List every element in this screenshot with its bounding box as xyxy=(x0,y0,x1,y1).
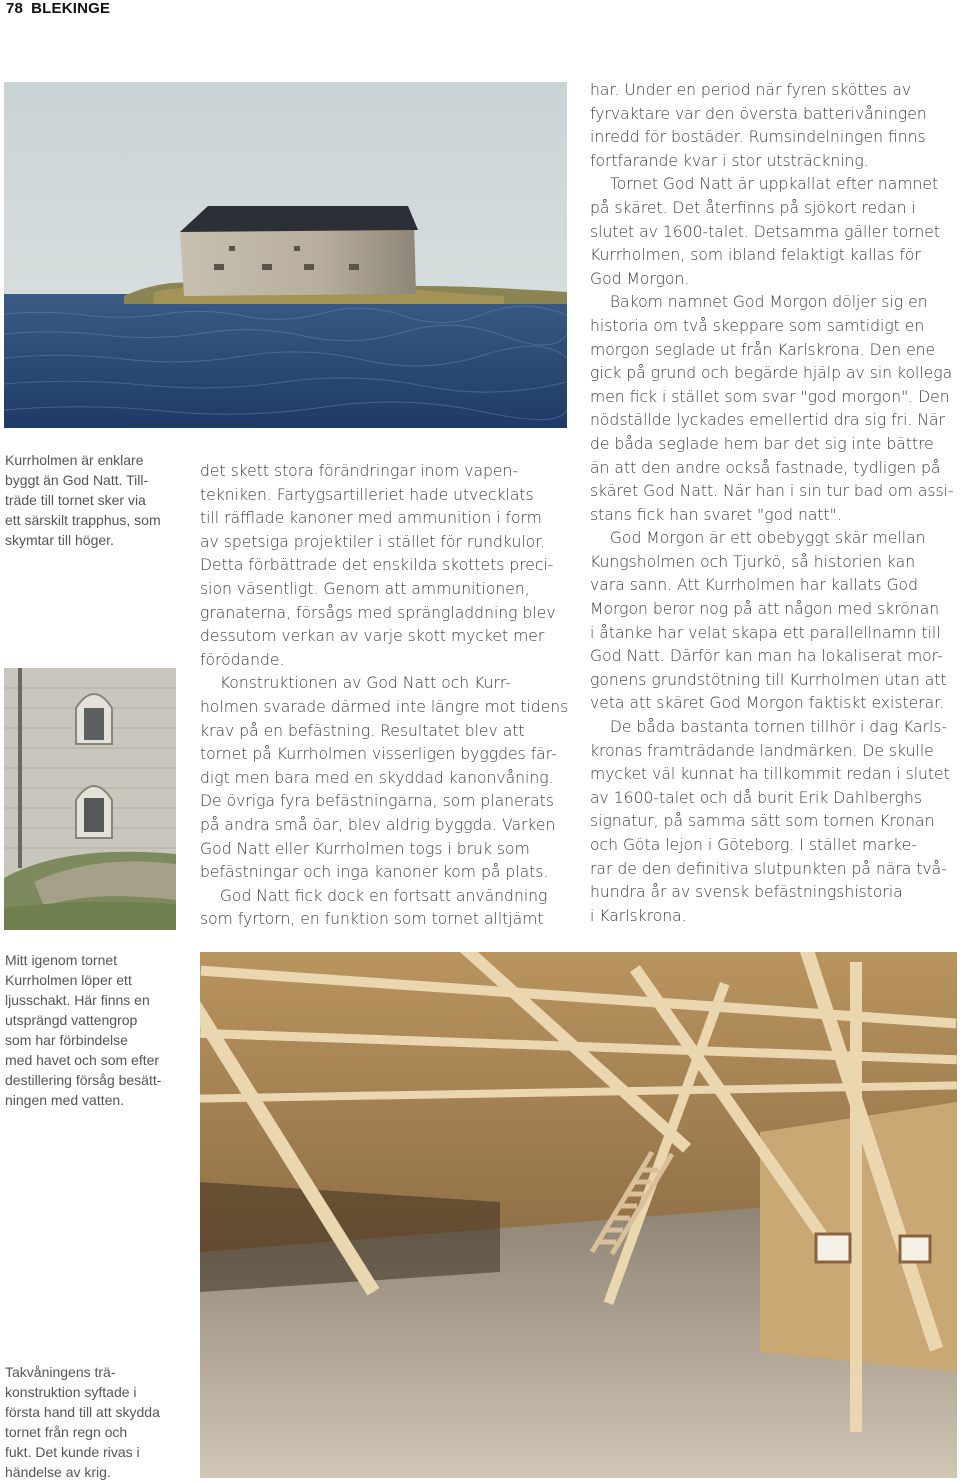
text-line: krav på en befästning. Resultatet blev att xyxy=(200,721,525,740)
caption-line: ljusschakt. Här finns en xyxy=(5,992,150,1008)
text-line: kronas framträdande landmärken. De skulle xyxy=(590,741,934,760)
text-line: tornet på Kurrholmen visserligen byggdes fär- xyxy=(200,745,557,764)
caption-light-shaft xyxy=(5,950,195,1110)
text-line: Morgon beror nog på att någon med skrönan xyxy=(590,600,940,619)
caption-line: med havet och som efter xyxy=(5,1052,160,1068)
text-line: morgon seglade ut från Karlskrona. Den ene xyxy=(590,340,936,359)
text-line: på andra små öar, blev aldrig byggda. Varken xyxy=(200,815,556,834)
text-line: De övriga fyra befästningarna, som planerats xyxy=(200,792,554,811)
fortress-photo xyxy=(4,82,567,428)
page-header xyxy=(6,0,110,17)
text-line: holmen svarade därmed inte längre mot tidens xyxy=(200,697,569,716)
text-line: i åtanke har velat skapa ett parallellnamn till xyxy=(590,623,941,642)
caption-line: första hand till att skydda xyxy=(5,1404,160,1420)
text-line: Bakom namnet God Morgon döljer sig en xyxy=(590,293,928,312)
caption-line: byggt än God Natt. Till- xyxy=(5,472,149,488)
text-line: fyrvaktare var den översta batterivåningen xyxy=(590,104,927,123)
caption-line: ett särskilt trapphus, som xyxy=(5,512,161,528)
text-line: mycket väl kunnat ha tillkommit redan i slutet xyxy=(590,765,950,784)
text-line: men fick i stället som svar "god morgon". Den xyxy=(590,387,950,406)
text-line: de båda seglade hem bar det sig inte bättre xyxy=(590,434,934,453)
text-line: God Natt. Därför kan man ha lokaliserat mor- xyxy=(590,647,943,666)
text-line: Kurrholmen, som ibland felaktigt kallas för xyxy=(590,246,921,265)
caption-line: Kurrholmen löper ett xyxy=(5,972,132,988)
text-line: i Karlskrona. xyxy=(590,906,687,925)
text-line: De båda bastanta tornen tillhör i dag Karls- xyxy=(590,718,948,737)
timber-roof-photo xyxy=(200,952,957,1478)
text-line: Tornet God Natt är uppkallat efter namnet xyxy=(590,175,939,194)
text-line: skäret God Natt. När han i sin tur bad om assi- xyxy=(590,482,954,501)
caption-line: konstruktion syftade i xyxy=(5,1384,137,1400)
text-line: hundra år av svensk befästningshistoria xyxy=(590,883,903,902)
text-line: till räfflade kanoner med ammunition i form xyxy=(200,509,542,528)
text-line: befästningar och inga kanoner kom på plats. xyxy=(200,863,549,882)
text-line: historia om två skeppare som samtidigt en xyxy=(590,316,925,335)
caption-line: ningen med vatten. xyxy=(5,1092,125,1108)
text-line: tekniken. Fartygsartilleriet hade utvecklats xyxy=(200,485,534,504)
body-column-right xyxy=(590,79,956,928)
text-line: har. Under en period när fyren sköttes av xyxy=(590,81,912,99)
text-line: av spetsiga projektiler i stället för rundkulor. xyxy=(200,532,546,551)
text-line: gick på grund och begärde hjälp av sin kollega xyxy=(590,364,953,383)
text-line: God Morgon. xyxy=(590,269,690,288)
text-line: stans fick han svaret "god natt". xyxy=(590,505,842,524)
text-line: digt men bara med en skyddad kanonvåning. xyxy=(200,768,554,787)
text-line: slutet av 1600-talet. Detsamma gäller tornet xyxy=(590,222,941,241)
caption-line: Mitt igenom tornet xyxy=(5,952,118,968)
text-line: signatur, på samma sätt som tornen Kronan xyxy=(590,812,935,831)
text-line: vara sann. Att Kurrholmen har kallats God xyxy=(590,576,918,595)
text-line: fortfarande kvar i stor utsträckning. xyxy=(590,151,869,170)
text-line: dessutom verkan av varje skott mycket mer xyxy=(200,627,545,646)
text-line: som fyrtorn, en funktion som tornet alltjämt xyxy=(200,910,544,929)
light-shaft-photo xyxy=(4,668,176,930)
body-column-middle xyxy=(200,460,570,932)
text-line: på skäret. Det återfinns på sjökort redan i xyxy=(590,198,916,217)
caption-line: träde till tornet sker via xyxy=(5,492,146,508)
text-line: God Natt fick dock en fortsatt användning xyxy=(200,886,548,905)
text-line: Detta förbättrade det enskilda skottets preci- xyxy=(200,556,554,575)
caption-line: händelse av krig. xyxy=(5,1464,111,1480)
caption-line: tornet från regn och xyxy=(5,1424,128,1440)
section-title: BLEKINGE xyxy=(31,0,111,17)
page-number: 78 xyxy=(6,0,24,17)
text-line: God Morgon är ett obebyggt skär mellan xyxy=(590,529,926,548)
caption-line: Takvåningens trä- xyxy=(5,1364,116,1380)
caption-line: Kurrholmen är enklare xyxy=(5,452,144,468)
text-line: det skett stora förändringar inom vapen- xyxy=(200,462,519,480)
text-line: veta att skäret God Morgon faktiskt existerar. xyxy=(590,694,945,713)
text-line: God Natt eller Kurrholmen togs i bruk som xyxy=(200,839,530,858)
text-line: nödställde lyckades emellertid dra sig fri. När xyxy=(590,411,945,430)
text-line: granaterna, försågs med sprängladdning blev xyxy=(200,603,556,622)
caption-line: fukt. Det kunde rivas i xyxy=(5,1444,140,1460)
text-line: Konstruktionen av God Natt och Kurr- xyxy=(200,674,511,693)
text-line: än att den andre också fastnade, tydligen på xyxy=(590,458,941,477)
text-line: rar de den definitiva slutpunkten på nära två- xyxy=(590,859,947,878)
text-line: Kungsholmen och Tjurkö, så historien kan xyxy=(590,552,916,571)
text-line: inredd för bostäder. Rumsindelningen finns xyxy=(590,128,926,147)
caption-timber-roof xyxy=(5,1362,195,1482)
caption-line: utsprängd vattengrop xyxy=(5,1012,138,1028)
caption-line: som har förbindelse xyxy=(5,1032,128,1048)
text-line: och Göta lejon i Göteborg. I stället marke- xyxy=(590,836,917,854)
text-line: av 1600-talet och då burit Erik Dahlberghs xyxy=(590,788,923,807)
text-line: sion väsentligt. Genom att ammunitionen, xyxy=(200,579,530,598)
caption-fortress xyxy=(5,450,195,550)
caption-line: skymtar till höger. xyxy=(5,532,114,548)
text-line: gonens grundstötning till Kurrholmen utan att xyxy=(590,670,947,689)
text-line: förödande. xyxy=(200,650,285,669)
caption-line: destillering försåg besätt- xyxy=(5,1072,162,1088)
